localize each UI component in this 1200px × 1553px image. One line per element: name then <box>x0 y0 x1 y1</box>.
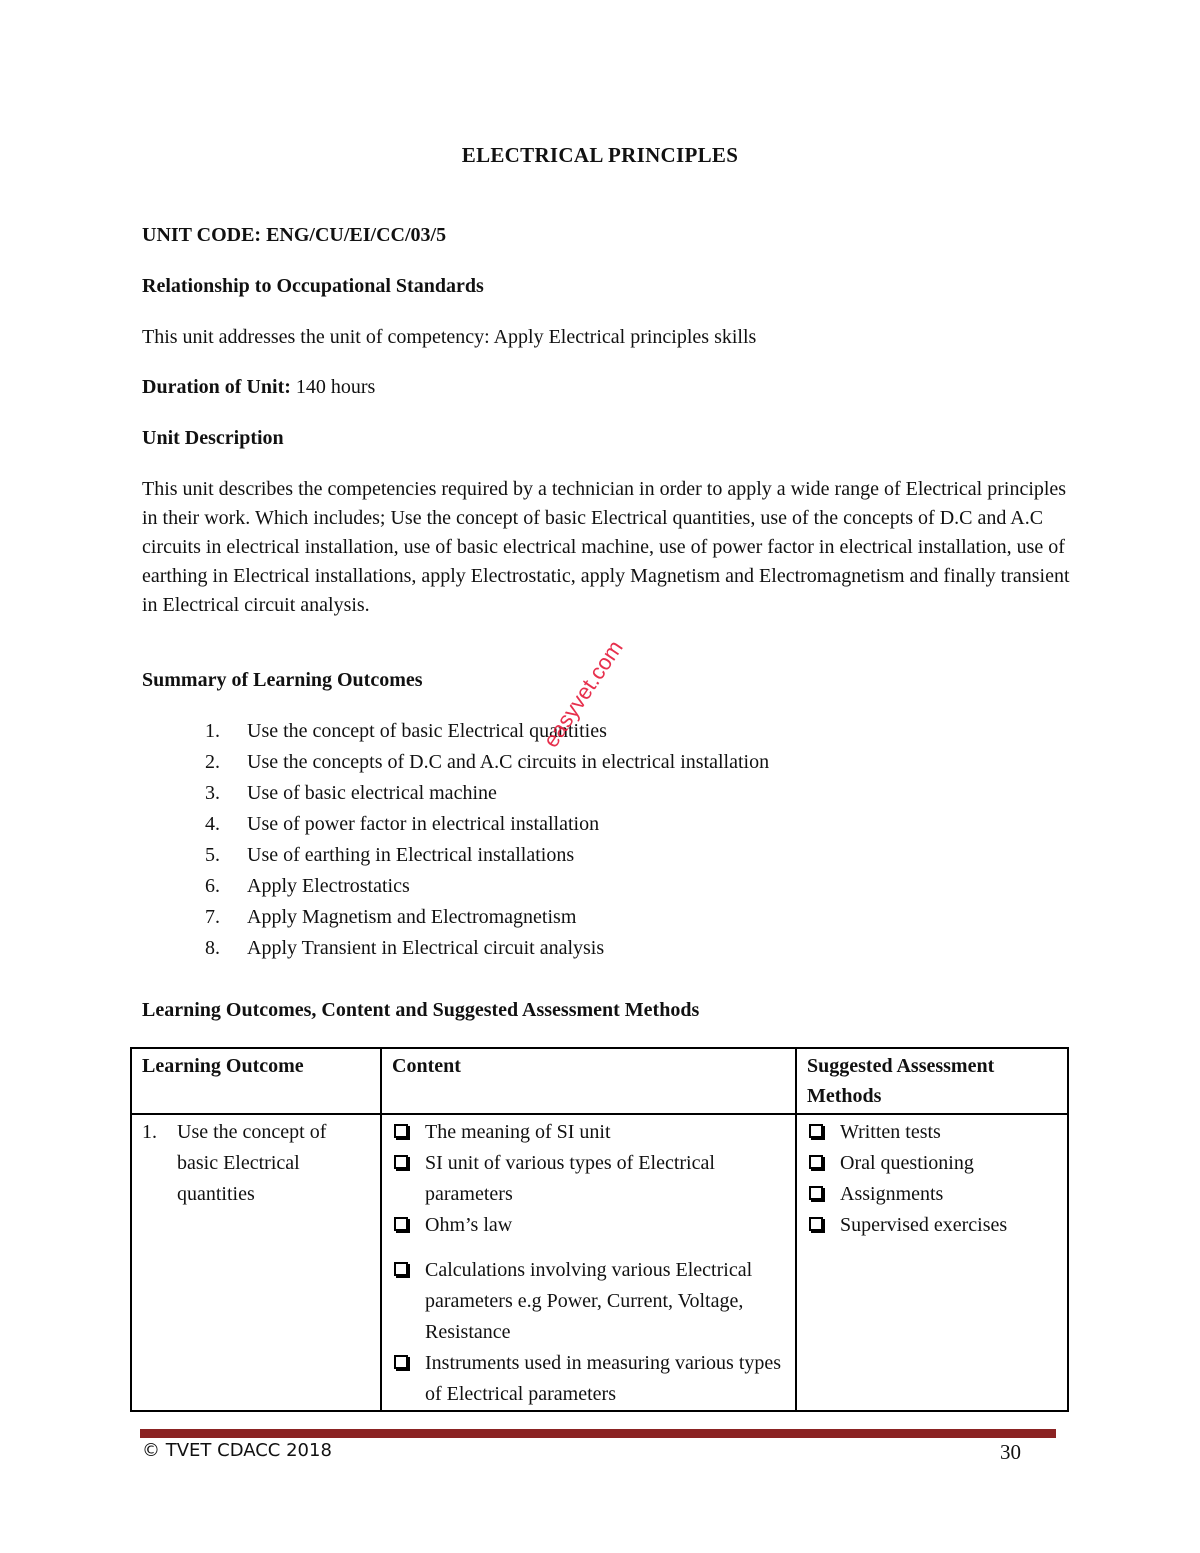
checkbox-bullet-icon <box>809 1124 823 1138</box>
list-item: 7. Apply Magnetism and Electromagnetism <box>205 906 577 928</box>
header-learning-outcome: Learning Outcome <box>131 1048 381 1114</box>
list-item: Oral questioning <box>807 1148 1057 1179</box>
checkbox-bullet-icon <box>394 1355 408 1369</box>
list-item: 6. Apply Electrostatics <box>205 875 410 897</box>
watermark: easyvet.com <box>538 635 628 752</box>
list-item: 3. Use of basic electrical machine <box>205 782 497 804</box>
outcomes-table <box>130 1047 1069 1412</box>
relationship-text: This unit addresses the unit of competency: Apply Electrical principles skills <box>142 326 757 348</box>
footer-copyright: © TVET CDACC 2018 <box>142 1440 332 1461</box>
list-item: 5. Use of earthing in Electrical installations <box>205 844 575 866</box>
checkbox-bullet-icon <box>394 1124 408 1138</box>
checkbox-bullet-icon <box>394 1262 408 1276</box>
relationship-heading: Relationship to Occupational Standards <box>142 275 484 297</box>
list-item: Ohm’s law <box>392 1210 785 1241</box>
header-assessment: Suggested Assessment Methods <box>796 1048 1068 1114</box>
list-item: 1. Use the concept of basic Electrical quantities <box>205 720 607 742</box>
checkbox-bullet-icon <box>809 1217 823 1231</box>
duration-value: 140 hours <box>290 376 376 398</box>
page-title: ELECTRICAL PRINCIPLES <box>461 143 739 167</box>
duration-label: Duration of Unit: <box>142 376 291 398</box>
list-item: 8. Apply Transient in Electrical circuit analysis <box>205 937 605 959</box>
footer-divider <box>140 1429 1056 1438</box>
description-heading: Unit Description <box>142 427 284 449</box>
page-number: 30 <box>1000 1440 1021 1464</box>
list-item: Instruments used in measuring various types of Electrical parameters <box>392 1348 785 1410</box>
list-item: 2. Use the concepts of D.C and A.C circuits in electrical installation <box>205 751 770 773</box>
table-header-row <box>131 1048 1068 1114</box>
table-heading: Learning Outcomes, Content and Suggested Assessment Methods <box>142 999 700 1021</box>
checkbox-bullet-icon <box>394 1155 408 1169</box>
learning-outcomes-list <box>205 716 769 964</box>
outcome-cell: 1. Use the concept of basic Electrical quantities <box>131 1114 381 1411</box>
summary-heading: Summary of Learning Outcomes <box>142 669 423 691</box>
checkbox-bullet-icon <box>394 1217 408 1231</box>
duration <box>142 373 375 402</box>
list-item: SI unit of various types of Electrical parameters <box>392 1148 785 1210</box>
content-cell <box>381 1114 796 1411</box>
list-item: The meaning of SI unit <box>392 1117 785 1148</box>
list-item: Calculations involving various Electrical parameters e.g Power, Current, Voltage, Resistance <box>392 1255 785 1348</box>
list-item: Written tests <box>807 1117 1057 1148</box>
description-text: This unit describes the competencies required by a technician in order to apply a wide range of Electrical principles in their work. Which includes; Use the concept of basic Electrical quantities, use of the concepts of D.C and A.C circuits in electrical installation, use of basic electrical machine, use of power factor in electrical installation, use of earthing in Electrical installations, apply Electrostatic, apply Magnetism and Electromagnetism and finally transient in Electrical circuit analysis. <box>142 478 1070 616</box>
header-content: Content <box>381 1048 796 1114</box>
list-item: 4. Use of power factor in electrical installation <box>205 813 600 835</box>
list-item: Supervised exercises <box>807 1210 1057 1241</box>
unit-code: UNIT CODE: ENG/CU/EI/CC/03/5 <box>142 224 447 246</box>
assessment-cell <box>796 1114 1068 1411</box>
checkbox-bullet-icon <box>809 1186 823 1200</box>
table-row <box>131 1114 1068 1411</box>
checkbox-bullet-icon <box>809 1155 823 1169</box>
list-item: Assignments <box>807 1179 1057 1210</box>
